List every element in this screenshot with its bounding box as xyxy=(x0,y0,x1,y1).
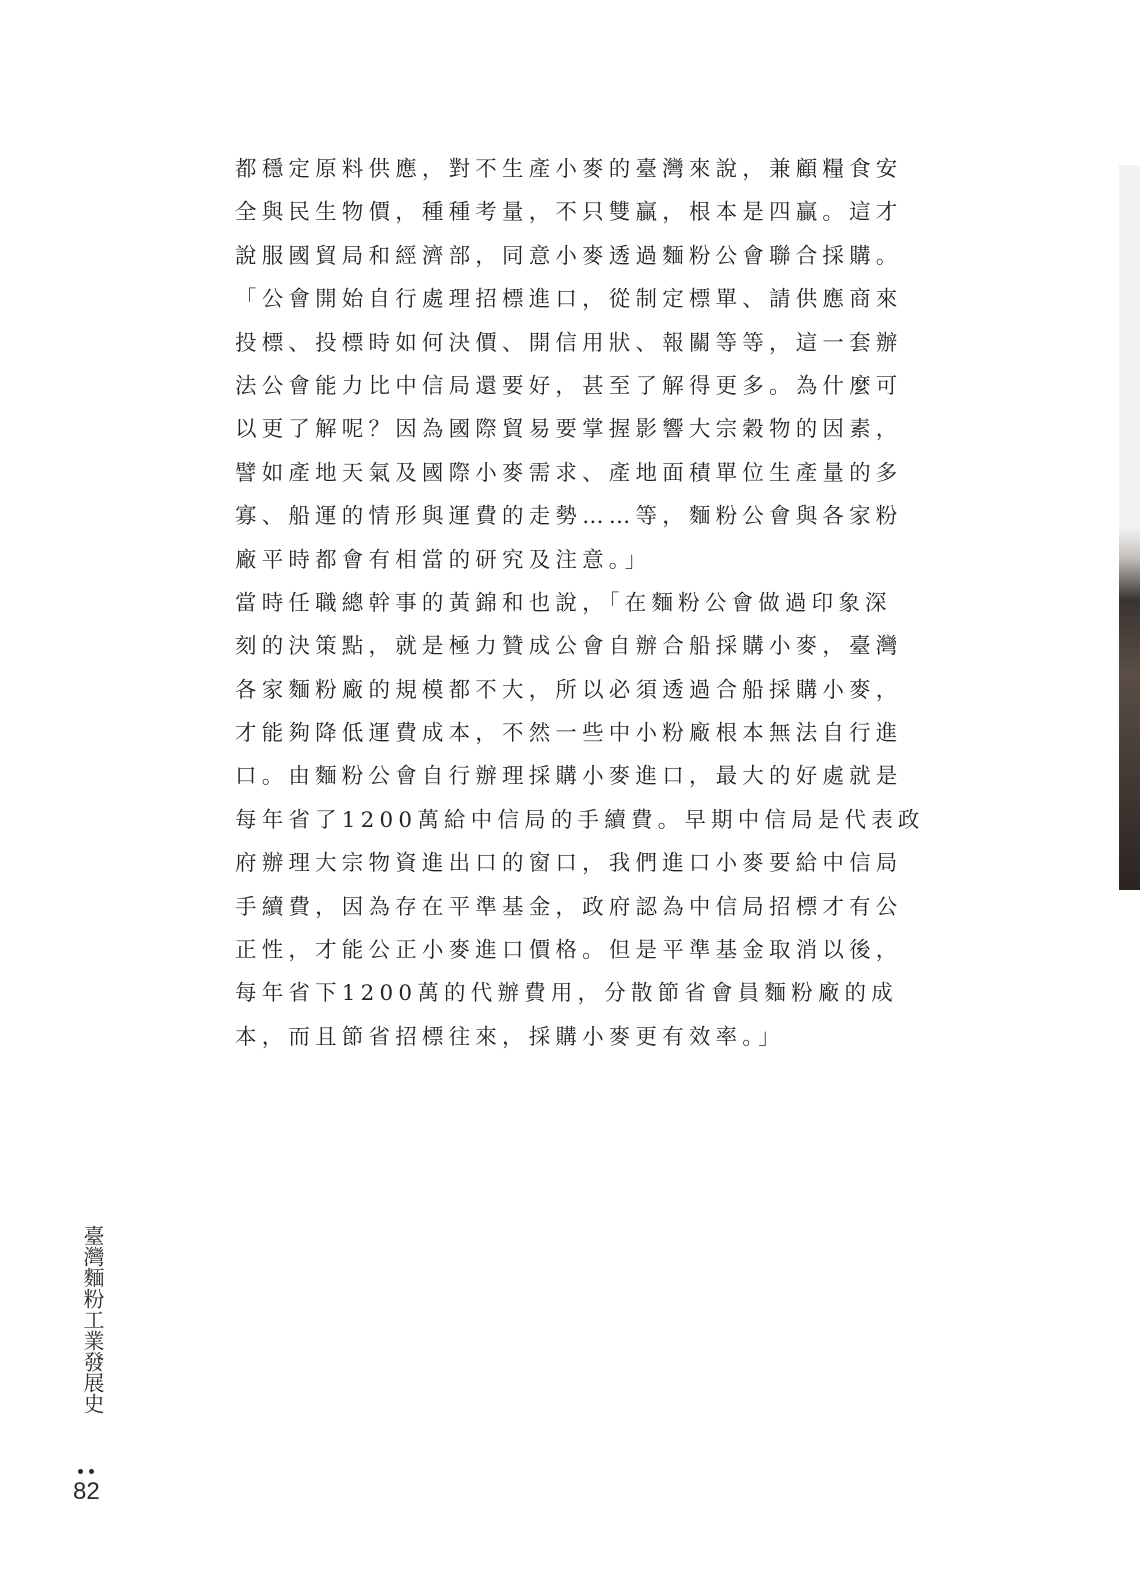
text-line: 本，而且節省招標往來，採購小麥更有效率。」 xyxy=(235,1024,785,1050)
text-line: 才能夠降低運費成本，不然一些中小粉廠根本無法自行進 xyxy=(235,721,903,747)
text-line: 法公會能力比中信局還要好，甚至了解得更多。為什麼可 xyxy=(235,373,903,399)
text-line: 寡、船運的情形與運費的走勢……等，麵粉公會與各家粉 xyxy=(235,504,903,530)
text-line: 譬如產地天氣及國際小麥需求、產地面積單位生產量的多 xyxy=(235,460,903,486)
text-line: 以更了解呢？因為國際貿易要掌握影響大宗穀物的因素， xyxy=(235,417,903,443)
page-number: 82 xyxy=(73,1478,100,1505)
text-line: 「公會開始自行處理招標進口，從制定標單、請供應商來 xyxy=(235,287,903,313)
text-line: 府辦理大宗物資進出口的窗口，我們進口小麥要給中信局 xyxy=(235,851,903,877)
text-line: 各家麵粉廠的規模都不大，所以必須透過合船採購小麥， xyxy=(235,677,903,703)
text-line: 說服國貿局和經濟部，同意小麥透過麵粉公會聯合採購。 xyxy=(235,243,903,269)
text-line: 都穩定原料供應，對不生產小麥的臺灣來說，兼顧糧食安 xyxy=(235,157,903,182)
text-line: 口。由麵粉公會自行辦理採購小麥進口，最大的好處就是 xyxy=(235,764,903,790)
text-line: 手續費，因為存在平準基金，政府認為中信局招標才有公 xyxy=(235,894,903,920)
text-line: 刻的決策點，就是極力贊成公會自辦合船採購小麥，臺灣 xyxy=(235,634,903,660)
text-line: 正性，才能公正小麥進口價格。但是平準基金取消以後， xyxy=(235,938,903,964)
text-line: 當時任職總幹事的黃錦和也說，「在麵粉公會做過印象深 xyxy=(235,590,892,616)
text-line: 廠平時都會有相當的研究及注意。」 xyxy=(235,547,652,573)
edge-photo-strip xyxy=(1119,165,1140,890)
text-line: 每年省下1200萬的代辦費用，分散節省會員麵粉廠的成 xyxy=(235,981,898,1007)
text-line: 投標、投標時如何決價、開信用狀、報關等等，這一套辦 xyxy=(235,330,903,356)
running-book-title: 臺灣麵粉工業發展史 xyxy=(81,1225,105,1414)
page-number-dots-icon xyxy=(78,1469,98,1475)
text-line: 每年省了1200萬給中信局的手續費。早期中信局是代表政 xyxy=(235,807,925,833)
text-line: 全與民生物價，種種考量，不只雙贏，根本是四贏。這才 xyxy=(235,200,903,226)
body-text xyxy=(235,148,925,1059)
